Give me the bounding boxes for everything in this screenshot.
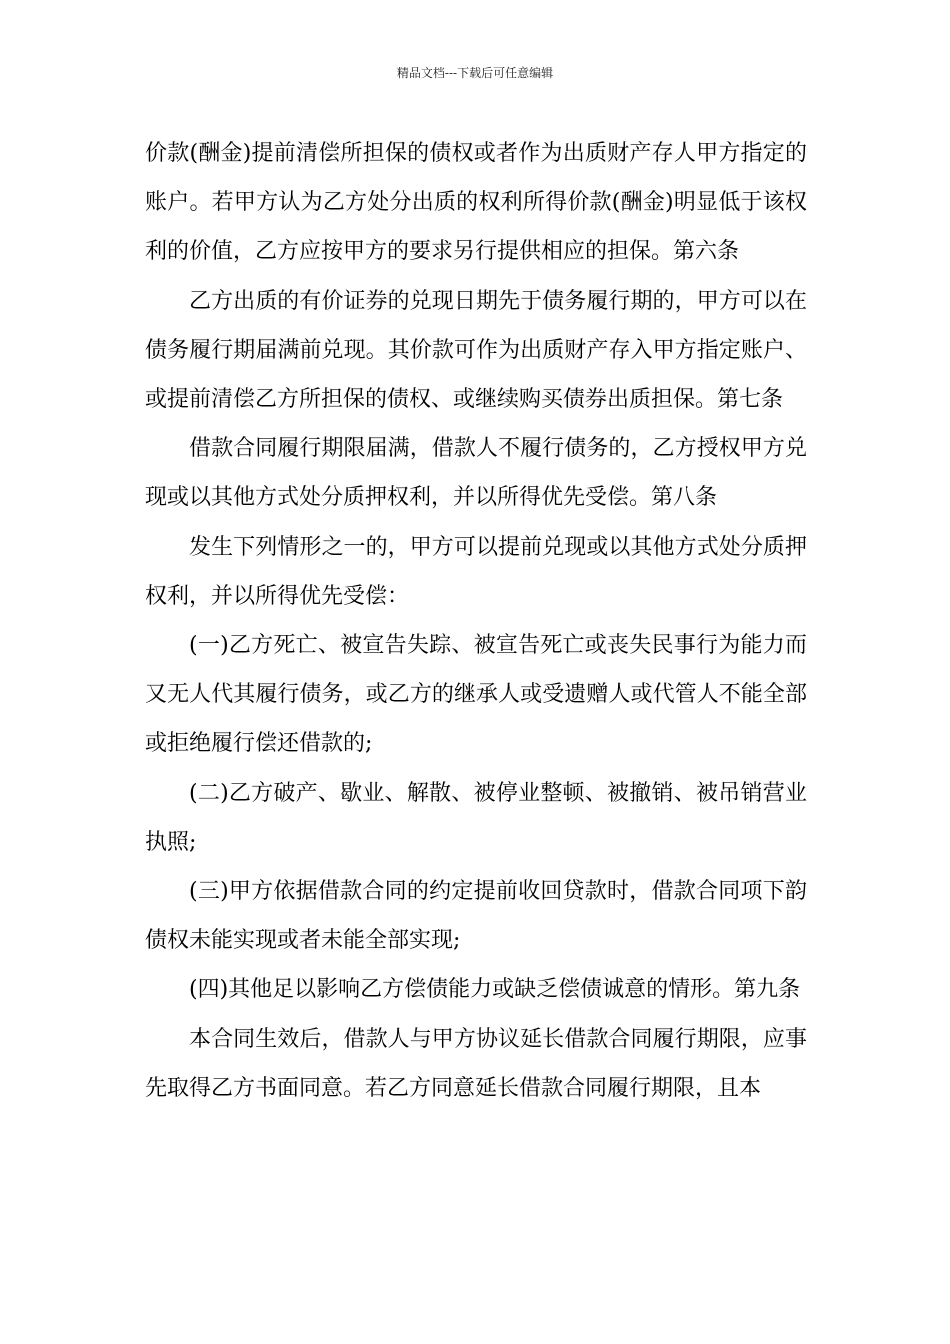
paragraph-clause-7: 借款合同履行期限届满，借款人不履行债务的，乙方授权甲方兑现或以其他方式处分质押权利，并以所得优先受偿。第八条: [145, 436, 807, 511]
document-body: [145, 129, 807, 1113]
paragraph-clause-6: 乙方出质的有价证券的兑现日期先于债务履行期的，甲方可以在债务履行期届满前兑现。其价款可作为出质财产存入甲方指定账户、或提前清偿乙方所担保的债权、或继续购买债券出质担保。第七条: [145, 288, 807, 413]
list-item-2: (二)乙方破产、歇业、解散、被停业整顿、被撤销、被吊销营业执照;: [145, 780, 807, 855]
paragraph-clause-5-continued: 价款(酬金)提前清偿所担保的债权或者作为出质财产存人甲方指定的账户。若甲方认为乙方处分出质的权利所得价款(酬金)明显低于该权利的价值，乙方应按甲方的要求另行提供相应的担保。第六条: [145, 141, 807, 265]
list-item-4: (四)其他足以影响乙方偿债能力或缺乏偿债诚意的情形。第九条: [189, 977, 801, 1003]
paragraph-clause-8-intro: 发生下列情形之一的，甲方可以提前兑现或以其他方式处分质押权利，并以所得优先受偿：: [145, 534, 807, 609]
list-item-1: (一)乙方死亡、被宣告失踪、被宣告死亡或丧失民事行为能力而又无人代其履行债务，或乙方的继承人或受遗赠人或代管人不能全部或拒绝履行偿还借款的;: [145, 633, 807, 757]
list-item-3: (三)甲方依据借款合同的约定提前收回贷款时，借款合同项下韵债权未能实现或者未能全部实现;: [145, 879, 807, 954]
paragraph-clause-9: 本合同生效后，借款人与甲方协议延长借款合同履行期限，应事先取得乙方书面同意。若乙方同意延长借款合同履行期限，且本: [145, 1026, 807, 1101]
page-header: 精品文档---下载后可任意编辑: [396, 66, 554, 80]
